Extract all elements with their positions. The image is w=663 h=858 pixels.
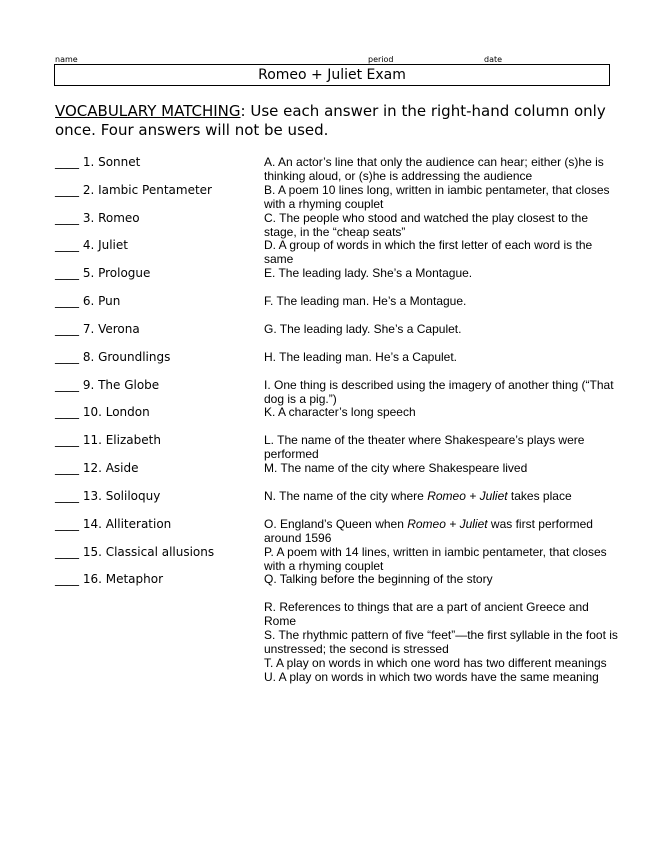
definition-t: T. A play on words in which one word has two different meanings xyxy=(264,656,607,670)
term-item: ____ 11. Elizabeth xyxy=(55,433,161,447)
definition-h: H. The leading man. He’s a Capulet. xyxy=(264,350,458,364)
term-item: ____ 5. Prologue xyxy=(55,266,151,280)
date-label: date xyxy=(484,55,503,64)
term-item: ____ 16. Metaphor xyxy=(55,572,164,586)
term-item: ____ 2. Iambic Pentameter xyxy=(55,183,212,197)
term-item: ____ 4. Juliet xyxy=(55,238,128,252)
term-item: ____ 8. Groundlings xyxy=(55,350,171,364)
definition-r: R. References to things that are a part of ancient Greece and Rome xyxy=(264,600,589,628)
term-item: ____ 6. Pun xyxy=(55,294,121,308)
definition-n-post: takes place xyxy=(507,489,572,503)
definition-b: B. A poem 10 lines long, written in iambic pentameter, that closes with a rhyming couplet xyxy=(264,183,610,211)
definition-q: Q. Talking before the beginning of the story xyxy=(264,572,493,586)
term-item: ____ 9. The Globe xyxy=(55,378,160,392)
term-item: ____ 10. London xyxy=(55,405,150,419)
definition-k: K. A character’s long speech xyxy=(264,405,416,419)
term-item: ____ 12. Aside xyxy=(55,461,139,475)
definition-n-pre: N. The name of the city where xyxy=(264,489,428,503)
exam-title: Romeo + Juliet Exam xyxy=(54,64,610,86)
definition-p: P. A poem with 14 lines, written in iambic pentameter, that closes with a rhyming couplet xyxy=(264,545,607,573)
term-item: ____ 14. Alliteration xyxy=(55,517,172,531)
term-item: ____ 7. Verona xyxy=(55,322,140,336)
term-item: ____ 15. Classical allusions xyxy=(55,545,215,559)
section-heading: VOCABULARY MATCHING xyxy=(55,102,241,120)
definition-o-title: Romeo + Juliet xyxy=(407,517,488,531)
definition-e: E. The leading lady. She’s a Montague. xyxy=(264,266,473,280)
definition-g: G. The leading lady. She’s a Capulet. xyxy=(264,322,462,336)
definition-c: C. The people who stood and watched the play closest to the stage, in the “cheap seats” xyxy=(264,211,588,239)
definition-u: U. A play on words in which two words have the same meaning xyxy=(264,670,599,684)
definition-o xyxy=(264,517,619,545)
instructions xyxy=(55,102,615,140)
definition-i: I. One thing is described using the imagery of another thing (“That dog is a pig.”) xyxy=(264,378,614,406)
term-item: ____ 3. Romeo xyxy=(55,211,140,225)
definition-s: S. The rhythmic pattern of five “feet”—the first syllable in the foot is unstressed; the second is stressed xyxy=(264,628,618,656)
definition-f: F. The leading man. He’s a Montague. xyxy=(264,294,467,308)
definition-a: A. An actor’s line that only the audience can hear; either (s)he is thinking aloud, or (s)he is addressing the audience xyxy=(264,155,604,183)
term-item: ____ 13. Soliloquy xyxy=(55,489,161,503)
definition-d: D. A group of words in which the first letter of each word is the same xyxy=(264,238,593,266)
definition-o-pre: O. England’s Queen when xyxy=(264,517,408,531)
definition-o-post: was first performed around 1596 xyxy=(264,517,593,545)
definition-n-title: Romeo + Juliet xyxy=(427,489,508,503)
definition-l: L. The name of the theater where Shakespeare’s plays were performed xyxy=(264,433,585,461)
instructions-text: : Use each answer in the right-hand column only once. Four answers will not be used. xyxy=(55,102,606,139)
name-label: name xyxy=(55,55,78,64)
definition-n xyxy=(264,489,619,503)
period-label: period xyxy=(368,55,394,64)
term-item: ____ 1. Sonnet xyxy=(55,155,141,169)
definition-m: M. The name of the city where Shakespeare lived xyxy=(264,461,528,475)
